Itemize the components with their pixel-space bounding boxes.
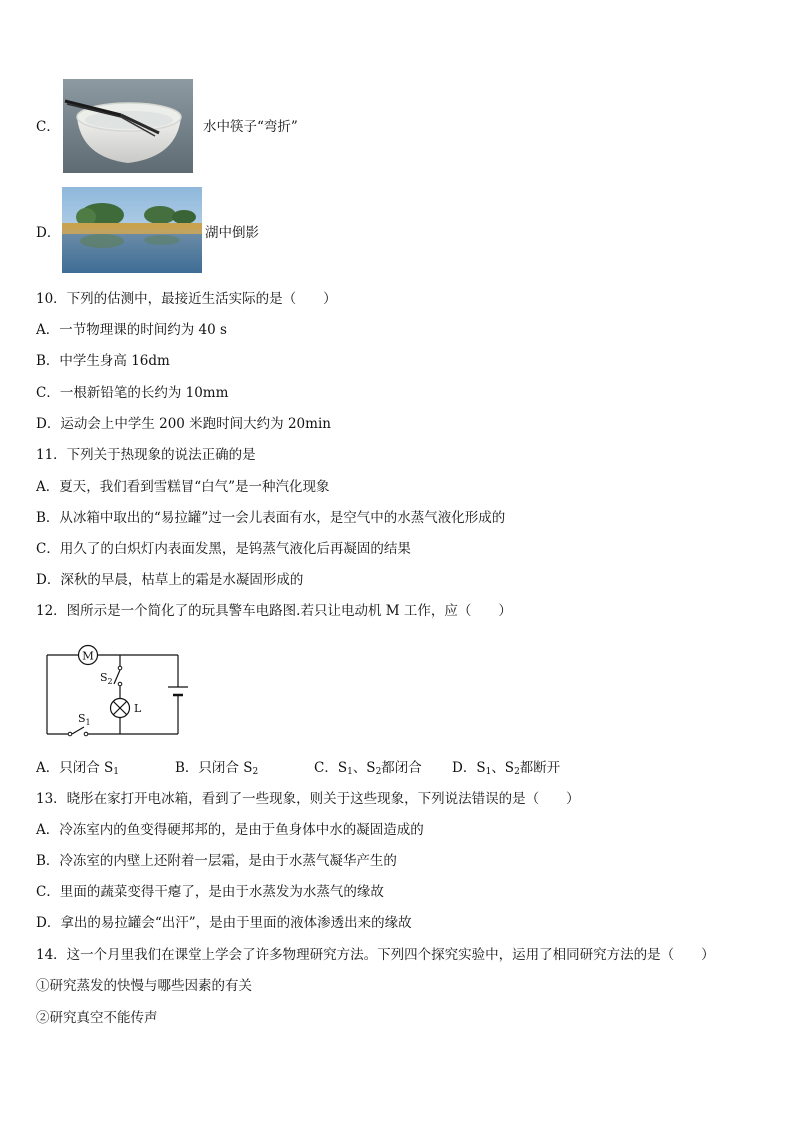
q12-choice-c: C．$S_1$、$S_2$都闭合 <box>314 760 422 777</box>
lamp-label: L <box>134 702 142 715</box>
q12-choice-d: D．$S_1$、$S_2$都断开 <box>452 760 561 777</box>
q13-stem: 13．晓彤在家打开电冰箱，看到了一些现象，则关于这些现象，下列说法错误的是（ ） <box>36 791 580 807</box>
q10-option-c: C．一根新铅笔的长约为 10mm <box>36 385 229 401</box>
lake-reflection-image <box>62 187 202 273</box>
q12-choices <box>0 759 794 779</box>
q11-option-b: B．从冰箱中取出的“易拉罐”过一会儿表面有水，是空气中的水蒸气液化形成的 <box>36 510 506 526</box>
q13-option-b: B．冷冻室的内壁上还附着一层霜，是由于水蒸气凝华产生的 <box>36 853 397 869</box>
q12-choice-b: B．只闭合 $S_2$ <box>175 760 259 777</box>
switch-s1-symbol <box>68 727 88 736</box>
q11-option-a: A．夏天，我们看到雪糕冒“白气”是一种汽化现象 <box>36 479 330 495</box>
circuit-diagram <box>40 640 190 740</box>
q12-stem: 12．图所示是一个简化了的玩具警车电路图.若只让电动机 M 工作，应（ ） <box>36 603 512 619</box>
option-d-caption: 湖中倒影 <box>205 225 259 241</box>
q10-option-d: D．运动会上中学生 200 米跑时间大约为 20min <box>36 416 331 432</box>
q11-option-d: D．深秋的早晨，枯草上的霜是水凝固形成的 <box>36 572 304 588</box>
q14-item-1: ①研究蒸发的快慢与哪些因素的有关 <box>36 978 252 994</box>
q14-item-2: ②研究真空不能传声 <box>36 1010 158 1026</box>
q13-option-d: D．拿出的易拉罐会“出汗”，是由于里面的液体渗透出来的缘故 <box>36 915 412 931</box>
switch-s2-symbol <box>114 666 122 686</box>
motor-label: M <box>82 648 94 663</box>
q11-stem: 11．下列关于热现象的说法正确的是 <box>36 447 256 463</box>
switch-s1-label: $S_1$ <box>78 712 91 727</box>
q10-stem: 10．下列的估测中，最接近生活实际的是（ ） <box>36 291 337 307</box>
q11-option-c: C．用久了的白炽灯内表面发黑，是钨蒸气液化后再凝固的结果 <box>36 541 411 557</box>
switch-s2-label: $S_2$ <box>100 671 113 686</box>
option-c-letter: C． <box>36 119 60 135</box>
q13-option-c: C．里面的蔬菜变得干瘪了，是由于水蒸发为水蒸气的缘故 <box>36 884 384 900</box>
lake-reflection-illustration <box>62 187 202 273</box>
q10-option-b: B．中学生身高 16dm <box>36 353 170 369</box>
q14-stem: 14．这一个月里我们在课堂上学会了许多物理研究方法。下列四个探究实验中，运用了相同研究方法的是（ ） <box>36 947 715 963</box>
q10-option-a: A．一节物理课的时间约为 40 s <box>36 322 227 338</box>
q12-choice-a: A．只闭合 $S_1$ <box>36 760 120 777</box>
bowl-chopsticks-illustration <box>63 79 193 173</box>
q13-option-a: A．冷冻室内的鱼变得硬邦邦的，是由于鱼身体中水的凝固造成的 <box>36 822 424 838</box>
option-c-caption: 水中筷子“弯折” <box>203 119 298 135</box>
bowl-chopsticks-image <box>63 79 193 173</box>
option-d-letter: D． <box>36 225 61 241</box>
lamp-symbol <box>111 699 130 718</box>
battery-symbol <box>168 687 188 695</box>
